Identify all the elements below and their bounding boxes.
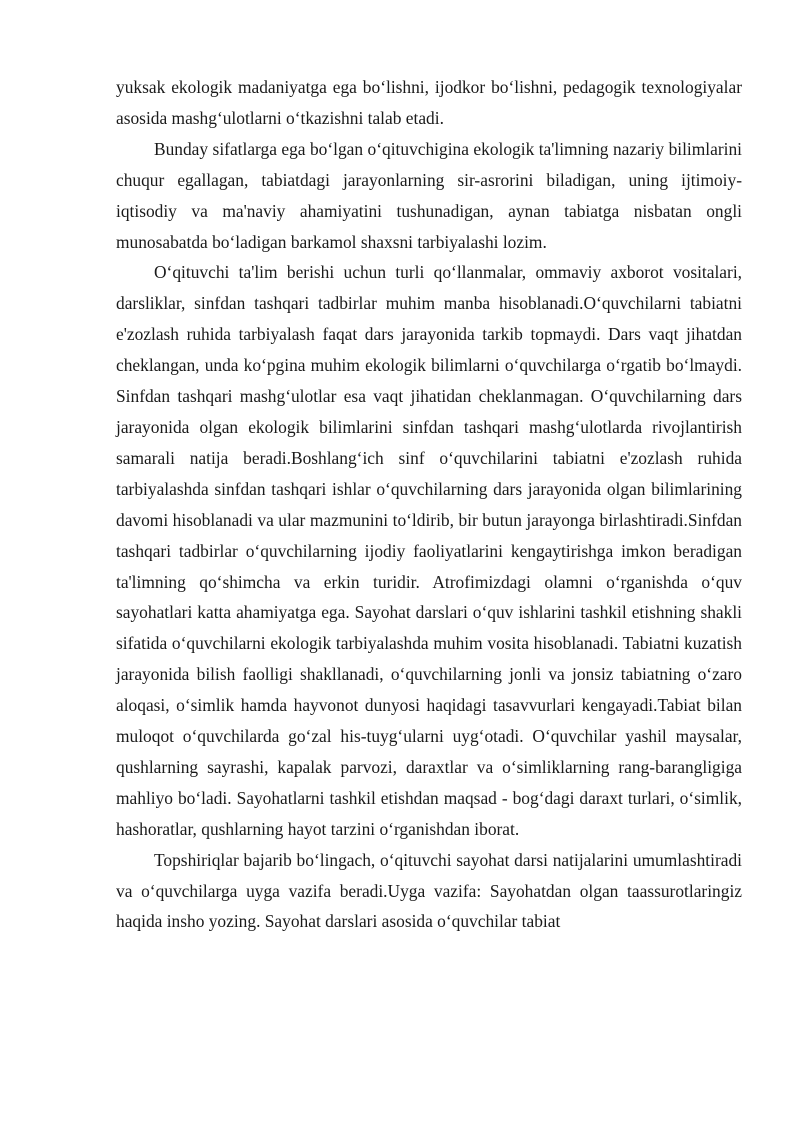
paragraph-3: O‘qituvchi ta'lim berishi uchun turli qo‘llanmalar, ommaviy axborot vositalari, darsliklar, sinfdan tashqari tadbirlar muhim manba hisoblanadi.O‘quvchilarni tabiatni e'zozlash ruhida tarbiyalash faqat dars jarayonida tarkib topmaydi. Dars vaqt jihatdan cheklangan, unda ko‘pgina muhim ekologik bilimlarni o‘quvchilarga o‘rgatib bo‘lmaydi. Sinfdan tashqari mashg‘ulotlar esa vaqt jihatidan cheklanmagan. O‘quvchilarning dars jarayonida olgan ekologik bilimlarini sinfdan tashqari mashg‘ulotlarda rivojlantirish samarali natija beradi.Boshlang‘ich sinf o‘quvchilarini tabiatni e'zozlash ruhida tarbiyalashda sinfdan tashqari ishlar o‘quvchilarning dars jarayonida olgan bilimlarining davomi hisoblanadi va ular mazmunini to‘ldirib, bir butun jarayonga birlashtiradi.Sinfdan tashqari tadbirlar o‘quvchilarning ijodiy faoliyatlarini kengaytirishga imkon beradigan ta'limning qo‘shimcha va erkin turidir. Atrofimizdagi olamni o‘rganishda o‘quv sayohatlari katta ahamiyatga ega. Sayohat darslari o‘quv ishlarini tashkil etishning shakli sifatida o‘quvchilarni ekologik tarbiyalashda muhim vosita hisoblanadi. Tabiatni kuzatish jarayonida bilish faolligi shakllanadi, o‘quvchilarning jonli va jonsiz tabiatning o‘zaro aloqasi, o‘simlik hamda hayvonot dunyosi haqidagi tasavvurlari kengayadi.Tabiat bilan muloqot o‘quvchilarda go‘zal his-tuyg‘ularni uyg‘otadi. O‘quvchilar yashil maysalar, qushlarning sayrashi, kapalak parvozi, daraxtlar va o‘simliklarning rang-barangligiga mahliyo bo‘ladi. Sayohatlarni tashkil etishdan maqsad - bog‘dagi daraxt turlari, o‘simlik, hashoratlar, qushlarning hayot tarzini o‘rganishdan iborat. — [116, 262, 742, 839]
paragraph-1: yuksak ekologik madaniyatga ega bo‘lishni, ijodkor bo‘lishni, pedagogik texnologiyalar asosida mashg‘ulotlarni o‘tkazishni talab etadi. — [116, 77, 742, 128]
paragraph-2: Bunday sifatlarga ega bo‘lgan o‘qituvchigina ekologik ta'limning nazariy bilimlarini chuqur egallagan, tabiatdagi jarayonlarning sir-asrorini biladigan, uning ijtimoiy-iqtisodiy va ma'naviy ahamiyatini tushunadigan, aynan tabiatga nisbatan ongli munosabatda bo‘ladigan barkamol shaxsni tarbiyalashi lozim. — [116, 138, 742, 252]
paragraph-4: Topshiriqlar bajarib bo‘lingach, o‘qituvchi sayohat darsi natijalarini umumlashtiradi va o‘quvchilarga uyga vazifa beradi.Uyga vazifa: Sayohatdan olgan taassurotlaringiz haqida insho yozing. Sayohat darslari asosida o‘quvchilar tabiat — [116, 849, 742, 932]
body-text — [116, 72, 742, 937]
